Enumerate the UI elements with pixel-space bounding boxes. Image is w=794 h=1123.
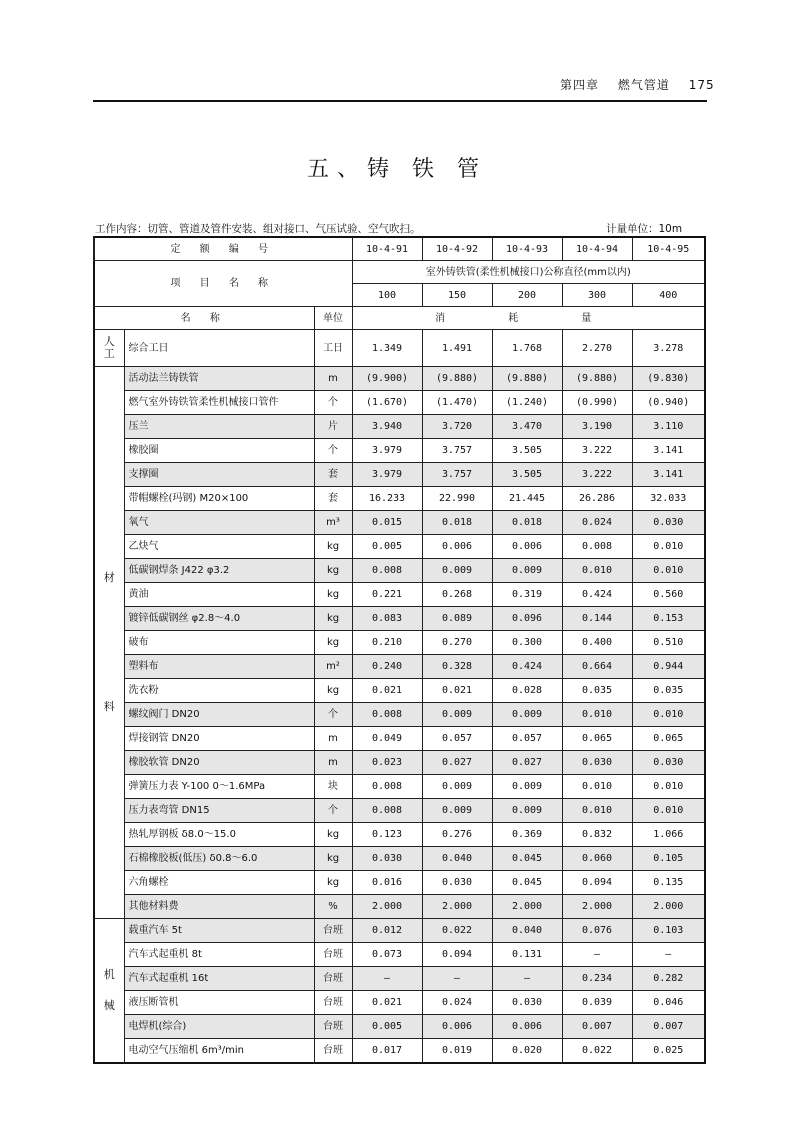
- table-row: [94, 799, 705, 823]
- consumption-value: 26.286: [562, 487, 632, 511]
- chapter-title: 燃气管道: [617, 78, 670, 92]
- consumption-value: 0.008: [352, 799, 422, 823]
- consumption-value: 2.270: [562, 330, 632, 367]
- item-name: 镀锌低碳钢丝 φ2.8～4.0: [124, 607, 314, 631]
- measurement-unit: 计量单位：10m: [606, 223, 683, 235]
- table-row: [94, 679, 705, 703]
- page-number: 175: [688, 78, 715, 92]
- column-header-row: [94, 307, 705, 330]
- consumption-value: 0.240: [352, 655, 422, 679]
- consumption-value: 0.089: [422, 607, 492, 631]
- consumption-value: 0.040: [422, 847, 492, 871]
- consumption-value: —: [562, 943, 632, 967]
- item-unit: 个: [314, 799, 352, 823]
- consumption-value: 0.015: [352, 511, 422, 535]
- item-unit: 台班: [314, 1039, 352, 1064]
- item-name: 带帽螺栓(玛钢) M20×100: [124, 487, 314, 511]
- consumption-value: (9.880): [562, 367, 632, 391]
- consumption-value: 0.123: [352, 823, 422, 847]
- item-unit: kg: [314, 559, 352, 583]
- category-cell: [94, 919, 124, 1064]
- item-name: 其他材料费: [124, 895, 314, 919]
- consumption-value: 3.979: [352, 463, 422, 487]
- consumption-value: (1.470): [422, 391, 492, 415]
- item-unit: %: [314, 895, 352, 919]
- category-char: 材: [103, 570, 115, 584]
- consumption-value: 0.008: [352, 775, 422, 799]
- item-name: 低碳钢焊条 J422 φ3.2: [124, 559, 314, 583]
- item-name: 破布: [124, 631, 314, 655]
- table-row: [94, 655, 705, 679]
- item-name: 载重汽车 5t: [124, 919, 314, 943]
- item-name: 燃气室外铸铁管柔性机械接口管件: [124, 391, 314, 415]
- consumption-value: 0.012: [352, 919, 422, 943]
- consumption-value: 0.017: [352, 1039, 422, 1064]
- consumption-value: 0.057: [492, 727, 562, 751]
- item-name: 塑料布: [124, 655, 314, 679]
- consumption-value: 0.010: [562, 799, 632, 823]
- category-cell: [94, 367, 124, 919]
- item-name: 液压断管机: [124, 991, 314, 1015]
- table-row: [94, 1039, 705, 1064]
- table-row: [94, 487, 705, 511]
- table-row: [94, 703, 705, 727]
- item-unit: 台班: [314, 943, 352, 967]
- table-row: [94, 535, 705, 559]
- consumption-value: 0.006: [422, 535, 492, 559]
- quota-table: [93, 236, 706, 1064]
- consumption-value: 0.664: [562, 655, 632, 679]
- table-row: [94, 871, 705, 895]
- consumption-value: 0.021: [352, 679, 422, 703]
- quota-code: 10-4-93: [492, 237, 562, 261]
- consumption-value: 0.144: [562, 607, 632, 631]
- item-name: 电动空气压缩机 6m³/min: [124, 1039, 314, 1064]
- consumption-value: 0.153: [632, 607, 705, 631]
- item-unit: 台班: [314, 1015, 352, 1039]
- consumption-value: (9.830): [632, 367, 705, 391]
- consumption-value: 0.065: [632, 727, 705, 751]
- table-row: [94, 967, 705, 991]
- category-cell: [94, 330, 124, 367]
- consumption-value: 0.039: [562, 991, 632, 1015]
- consumption-value: 1.066: [632, 823, 705, 847]
- consumption-value: 0.025: [632, 1039, 705, 1064]
- item-name: 乙炔气: [124, 535, 314, 559]
- table-row: [94, 1015, 705, 1039]
- table-row: [94, 511, 705, 535]
- consumption-value: 0.027: [422, 751, 492, 775]
- item-header-row: [94, 261, 705, 284]
- table-row: [94, 330, 705, 367]
- consumption-value: 0.268: [422, 583, 492, 607]
- consumption-value: 0.010: [562, 775, 632, 799]
- consumption-value: 0.319: [492, 583, 562, 607]
- consumption-value: 3.222: [562, 439, 632, 463]
- consumption-value: 0.832: [562, 823, 632, 847]
- item-name: 支撑圈: [124, 463, 314, 487]
- consumption-value: 0.049: [352, 727, 422, 751]
- consumption-value: —: [352, 967, 422, 991]
- consumption-value: 0.103: [632, 919, 705, 943]
- item-name: 综合工日: [124, 330, 314, 367]
- item-unit: kg: [314, 847, 352, 871]
- diameter-value: 150: [422, 284, 492, 307]
- item-unit: 个: [314, 703, 352, 727]
- category-char: 工: [103, 347, 115, 360]
- item-name: 黄油: [124, 583, 314, 607]
- consumption-value: (0.990): [562, 391, 632, 415]
- item-name: 压兰: [124, 415, 314, 439]
- unit-column-label: 单位: [314, 307, 352, 330]
- consumption-value: 0.131: [492, 943, 562, 967]
- table-row: [94, 775, 705, 799]
- item-name: 石棉橡胶板(低压) δ0.8～6.0: [124, 847, 314, 871]
- table-row: [94, 463, 705, 487]
- consumption-value: 0.009: [422, 703, 492, 727]
- item-unit: 块: [314, 775, 352, 799]
- table-row: [94, 727, 705, 751]
- quota-code-label: 定 额 编 号: [94, 237, 352, 261]
- item-name: 焊接钢管 DN20: [124, 727, 314, 751]
- consumption-value: —: [492, 967, 562, 991]
- consumption-value: (9.880): [492, 367, 562, 391]
- consumption-value: 3.505: [492, 439, 562, 463]
- table-row: [94, 991, 705, 1015]
- consumption-value: 0.009: [492, 775, 562, 799]
- item-unit: kg: [314, 679, 352, 703]
- item-unit: m: [314, 367, 352, 391]
- item-unit: kg: [314, 871, 352, 895]
- consumption-value: 1.491: [422, 330, 492, 367]
- consumption-value: (0.940): [632, 391, 705, 415]
- item-unit: m³: [314, 511, 352, 535]
- consumption-value: 0.300: [492, 631, 562, 655]
- table-row: [94, 607, 705, 631]
- consumption-value: 0.030: [422, 871, 492, 895]
- consumption-value: 0.007: [632, 1015, 705, 1039]
- item-name: 六角螺栓: [124, 871, 314, 895]
- consumption-value: 0.030: [562, 751, 632, 775]
- item-unit: 个: [314, 391, 352, 415]
- consumption-value: 0.006: [492, 1015, 562, 1039]
- consumption-value: 0.057: [422, 727, 492, 751]
- item-name: 热轧厚钢板 δ8.0～15.0: [124, 823, 314, 847]
- consumption-value: 0.040: [492, 919, 562, 943]
- consumption-value: 3.940: [352, 415, 422, 439]
- consumption-value: 0.045: [492, 871, 562, 895]
- consumption-value: 0.009: [422, 559, 492, 583]
- consumption-value: 3.222: [562, 463, 632, 487]
- consumption-value: 0.027: [492, 751, 562, 775]
- consumption-value: 0.010: [562, 703, 632, 727]
- quota-code: 10-4-92: [422, 237, 492, 261]
- name-column-label: 名 称: [94, 307, 314, 330]
- consumption-value: 3.470: [492, 415, 562, 439]
- consumption-value: 0.073: [352, 943, 422, 967]
- consumption-value: 2.000: [632, 895, 705, 919]
- work-content: 工作内容：切管、管道及管件安装、组对接口、气压试验、空气吹扫。: [95, 223, 421, 235]
- consumption-value: 0.400: [562, 631, 632, 655]
- consumption-value: (9.880): [422, 367, 492, 391]
- consumption-value: 16.233: [352, 487, 422, 511]
- consumption-value: 3.505: [492, 463, 562, 487]
- item-unit: m: [314, 727, 352, 751]
- consumption-value: 0.010: [632, 703, 705, 727]
- consumption-value: 0.021: [422, 679, 492, 703]
- consumption-value: 0.010: [562, 559, 632, 583]
- table-row: [94, 631, 705, 655]
- consumption-value: —: [632, 943, 705, 967]
- consumption-value: 0.210: [352, 631, 422, 655]
- table-row: [94, 919, 705, 943]
- table-row: [94, 847, 705, 871]
- consumption-value: 3.278: [632, 330, 705, 367]
- consumption-value: 32.033: [632, 487, 705, 511]
- quota-code: 10-4-91: [352, 237, 422, 261]
- consumption-value: 2.000: [422, 895, 492, 919]
- consumption-value: 3.720: [422, 415, 492, 439]
- consumption-value: 0.030: [352, 847, 422, 871]
- consumption-value: 3.757: [422, 439, 492, 463]
- item-unit: kg: [314, 535, 352, 559]
- item-name: 螺纹阀门 DN20: [124, 703, 314, 727]
- item-unit: 台班: [314, 919, 352, 943]
- item-name-label: 项 目 名 称: [94, 261, 352, 307]
- item-unit: m²: [314, 655, 352, 679]
- consumption-value: 0.009: [422, 799, 492, 823]
- running-header: [560, 76, 729, 93]
- consumption-value: 0.944: [632, 655, 705, 679]
- consumption-value: 0.282: [632, 967, 705, 991]
- consumption-value: 0.008: [352, 703, 422, 727]
- consumption-value: 0.560: [632, 583, 705, 607]
- item-unit: 套: [314, 487, 352, 511]
- consumption-value: 0.076: [562, 919, 632, 943]
- item-name: 橡胶圈: [124, 439, 314, 463]
- consumption-value: 0.046: [632, 991, 705, 1015]
- consumption-value: 0.065: [562, 727, 632, 751]
- diameter-value: 400: [632, 284, 705, 307]
- consumption-value: 0.007: [562, 1015, 632, 1039]
- table-row: [94, 583, 705, 607]
- table-row: [94, 895, 705, 919]
- consumption-value: 3.979: [352, 439, 422, 463]
- item-unit: 个: [314, 439, 352, 463]
- consumption-value: 0.018: [492, 511, 562, 535]
- consumption-value: 0.060: [562, 847, 632, 871]
- consumption-value: 0.096: [492, 607, 562, 631]
- table-row: [94, 367, 705, 391]
- consumption-value: 0.030: [632, 511, 705, 535]
- category-char: 料: [103, 700, 115, 713]
- consumption-value: 0.035: [632, 679, 705, 703]
- consumption-value: 3.110: [632, 415, 705, 439]
- consumption-value: 0.009: [492, 799, 562, 823]
- consumption-label: 消 耗 量: [352, 307, 705, 330]
- consumption-value: 0.369: [492, 823, 562, 847]
- consumption-value: 21.445: [492, 487, 562, 511]
- consumption-value: 0.009: [492, 703, 562, 727]
- item-name: 橡胶软管 DN20: [124, 751, 314, 775]
- consumption-value: 0.510: [632, 631, 705, 655]
- item-unit: kg: [314, 607, 352, 631]
- consumption-value: 0.424: [562, 583, 632, 607]
- item-name: 电焊机(综合): [124, 1015, 314, 1039]
- consumption-value: 0.030: [492, 991, 562, 1015]
- table-row: [94, 415, 705, 439]
- item-unit: kg: [314, 631, 352, 655]
- consumption-value: 3.190: [562, 415, 632, 439]
- consumption-value: 0.105: [632, 847, 705, 871]
- quota-code-row: [94, 237, 705, 261]
- category-char: 械: [103, 999, 115, 1012]
- consumption-value: 0.094: [562, 871, 632, 895]
- consumption-value: 1.349: [352, 330, 422, 367]
- consumption-value: 0.045: [492, 847, 562, 871]
- consumption-value: 22.990: [422, 487, 492, 511]
- consumption-value: 0.018: [422, 511, 492, 535]
- item-unit: m: [314, 751, 352, 775]
- consumption-value: 0.030: [632, 751, 705, 775]
- consumption-value: 0.008: [352, 559, 422, 583]
- pipe-group-label: 室外铸铁管(柔性机械接口)公称直径(mm以内): [352, 261, 705, 284]
- table-row: [94, 391, 705, 415]
- consumption-value: 0.010: [632, 775, 705, 799]
- item-name: 汽车式起重机 16t: [124, 967, 314, 991]
- item-unit: 台班: [314, 967, 352, 991]
- item-name: 汽车式起重机 8t: [124, 943, 314, 967]
- consumption-value: 0.022: [422, 919, 492, 943]
- table-row: [94, 751, 705, 775]
- consumption-value: 0.005: [352, 1015, 422, 1039]
- header-rule: [93, 100, 707, 102]
- consumption-value: 0.020: [492, 1039, 562, 1064]
- quota-code: 10-4-95: [632, 237, 705, 261]
- consumption-value: 0.009: [422, 775, 492, 799]
- consumption-value: 0.270: [422, 631, 492, 655]
- consumption-value: 0.328: [422, 655, 492, 679]
- diameter-value: 300: [562, 284, 632, 307]
- consumption-value: —: [422, 967, 492, 991]
- consumption-value: 0.024: [562, 511, 632, 535]
- consumption-value: 0.009: [492, 559, 562, 583]
- table-row: [94, 439, 705, 463]
- chapter-number: 第四章: [560, 78, 600, 92]
- consumption-value: 1.768: [492, 330, 562, 367]
- item-unit: 工日: [314, 330, 352, 367]
- consumption-value: 0.006: [492, 535, 562, 559]
- consumption-value: 2.000: [562, 895, 632, 919]
- category-char: 机: [103, 967, 115, 981]
- consumption-value: (9.900): [352, 367, 422, 391]
- consumption-value: 0.221: [352, 583, 422, 607]
- item-unit: kg: [314, 583, 352, 607]
- table-row: [94, 943, 705, 967]
- consumption-value: 0.010: [632, 559, 705, 583]
- item-unit: 台班: [314, 991, 352, 1015]
- consumption-value: 0.010: [632, 799, 705, 823]
- consumption-value: 0.024: [422, 991, 492, 1015]
- diameter-value: 200: [492, 284, 562, 307]
- item-unit: 片: [314, 415, 352, 439]
- section-title: 五、铸 铁 管: [307, 157, 487, 182]
- consumption-value: 0.424: [492, 655, 562, 679]
- consumption-value: 0.022: [562, 1039, 632, 1064]
- consumption-value: 0.008: [562, 535, 632, 559]
- consumption-value: (1.670): [352, 391, 422, 415]
- consumption-value: 0.019: [422, 1039, 492, 1064]
- consumption-value: 3.757: [422, 463, 492, 487]
- consumption-value: 0.005: [352, 535, 422, 559]
- table-row: [94, 559, 705, 583]
- consumption-value: 0.094: [422, 943, 492, 967]
- consumption-value: 0.234: [562, 967, 632, 991]
- item-name: 压力表弯管 DN15: [124, 799, 314, 823]
- consumption-value: 2.000: [352, 895, 422, 919]
- item-name: 氧气: [124, 511, 314, 535]
- consumption-value: 0.006: [422, 1015, 492, 1039]
- consumption-value: 0.016: [352, 871, 422, 895]
- consumption-value: (1.240): [492, 391, 562, 415]
- consumption-value: 0.010: [632, 535, 705, 559]
- item-unit: 套: [314, 463, 352, 487]
- item-name: 弹簧压力表 Y-100 0～1.6MPa: [124, 775, 314, 799]
- consumption-value: 0.021: [352, 991, 422, 1015]
- consumption-value: 0.135: [632, 871, 705, 895]
- consumption-value: 0.276: [422, 823, 492, 847]
- item-name: 活动法兰铸铁管: [124, 367, 314, 391]
- category-char: 人: [103, 334, 115, 348]
- consumption-value: 2.000: [492, 895, 562, 919]
- item-name: 洗衣粉: [124, 679, 314, 703]
- consumption-value: 0.083: [352, 607, 422, 631]
- consumption-value: 3.141: [632, 439, 705, 463]
- table-row: [94, 823, 705, 847]
- item-unit: kg: [314, 823, 352, 847]
- consumption-value: 0.023: [352, 751, 422, 775]
- consumption-value: 0.035: [562, 679, 632, 703]
- consumption-value: 0.028: [492, 679, 562, 703]
- consumption-value: 3.141: [632, 463, 705, 487]
- diameter-value: 100: [352, 284, 422, 307]
- quota-code: 10-4-94: [562, 237, 632, 261]
